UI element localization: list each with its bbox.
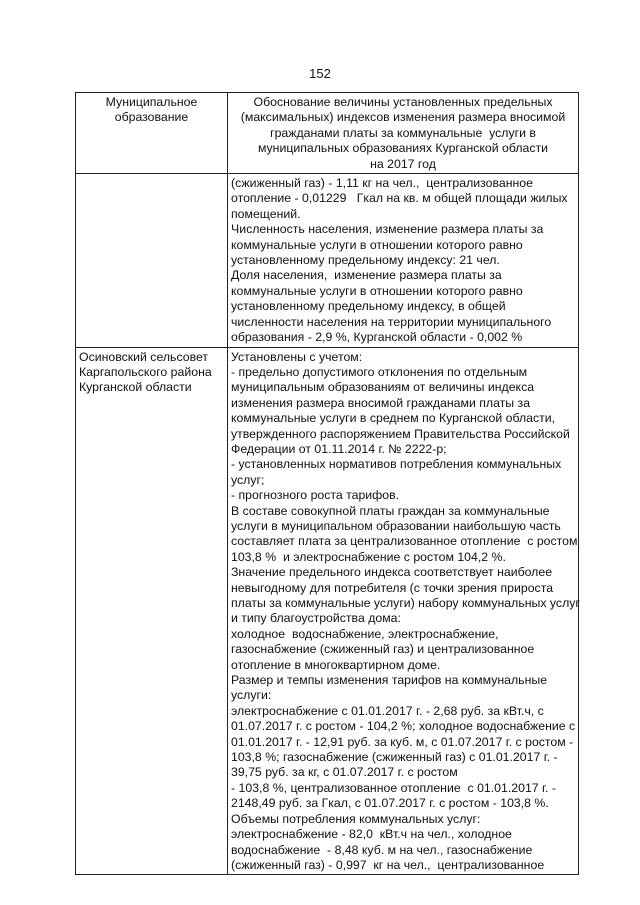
header-municipality-cell: [76, 93, 228, 174]
text-line: 01.01.2017 г. - 12,91 руб. за куб. м, с 01.07.2017 г. с ростом -: [231, 734, 574, 749]
text-line: услуги в муниципальном образовании наибольшую часть: [231, 518, 561, 533]
table-row: [76, 347, 579, 875]
text-line: 103,8 % и электроснабжение с ростом 104,2 %.: [231, 549, 506, 564]
text-line: Размер и темпы изменения тарифов на коммунальные: [231, 673, 548, 688]
text-line: 01.07.2017 г. с ростом - 104,2 %; холодное водоснабжение с: [231, 719, 576, 734]
text-line: и типу благоустройства дома:: [231, 611, 401, 626]
text-line: образования - 2,9 %, Курганской области - 0,002 %: [231, 330, 523, 345]
text-line: численности населения на территории муниципального: [231, 314, 552, 329]
text-line: электроснабжение с 01.01.2017 г. - 2,68 руб. за кВт.ч, с: [231, 703, 544, 718]
municipality-cell-empty: [76, 174, 228, 347]
text-line: платы за коммунальные услуги) набору коммунальных услуг: [231, 596, 580, 610]
text-line: - установленных нормативов потребления коммунальных: [231, 457, 562, 472]
text-line: составляет плата за централизованное отопление с ростом: [231, 534, 578, 549]
text-line: 39,75 руб. за кг, с 01.07.2017 г. с ростом: [231, 765, 458, 780]
header-col2-line: Обоснование величины установленных предельных: [253, 95, 553, 109]
text-line: В составе совокупной платы граждан за коммунальные: [231, 503, 550, 518]
text-line: Доля населения, изменение размера платы за: [231, 268, 502, 283]
text-line: холодное водоснабжение, электроснабжение,: [231, 626, 499, 641]
text-line: муниципальным образованиям от величины индекса: [231, 380, 535, 395]
text-line: установленному предельному индексу: 21 чел.: [231, 253, 500, 268]
text-line: установленному предельному индексу, в общей: [231, 299, 506, 314]
tariff-justification-table: [75, 92, 579, 875]
header-col1-line: Муниципальное: [105, 95, 198, 109]
text-line: изменения размера вносимой гражданами платы за: [231, 395, 531, 410]
header-col2-line: на 2017 год: [370, 156, 436, 171]
text-line: Численность населения, изменение размера платы за: [231, 222, 544, 237]
text-line: услуг;: [231, 472, 265, 487]
page-number: 152: [309, 66, 331, 81]
text-line: газоснабжение (сжиженный газ) и централизованное: [231, 642, 535, 657]
text-line: Значение предельного индекса соответствует наиболее: [231, 565, 553, 580]
text-line: 2148,49 руб. за Гкал, с 01.07.2017 г. с ростом - 103,8 %.: [231, 796, 549, 811]
text-line: коммунальные услуги в среднем по Курганской области,: [231, 411, 556, 426]
text-line: Объемы потребления коммунальных услуг:: [231, 811, 481, 826]
header-col2-line: (максимальных) индексов изменения размера вносимой: [240, 110, 566, 125]
header-col1-line: образование: [114, 110, 189, 125]
text-line: коммунальные услуги в отношении которого равно: [231, 283, 523, 298]
text-line: - 103,8 %, централизованное отопление с 01.01.2017 г. -: [231, 780, 556, 795]
text-line: помещений.: [231, 206, 301, 221]
text-line: отопление в многоквартирном доме.: [231, 657, 441, 672]
municipality-line: Каргапольского района: [79, 364, 212, 379]
header-col2-line: гражданами платы за коммунальные услуги в: [270, 125, 536, 140]
text-line: утвержденного распоряжением Правительства Российской: [231, 426, 570, 441]
table-header-row: [76, 93, 579, 174]
text-line: (сжиженный газ) - 1,11 кг на чел., централизованное: [231, 176, 533, 191]
text-line: (сжиженный газ) - 0,997 кг на чел., централизованное: [231, 857, 545, 872]
text-line: - прогнозного роста тарифов.: [231, 488, 400, 503]
text-line: 103,8 %; газоснабжение (сжиженный газ) с 01.01.2017 г. -: [231, 750, 558, 765]
text-line: отопление - 0,01229 Гкал на кв. м общей площади жилых: [231, 191, 568, 206]
header-justification-cell: [228, 93, 579, 174]
municipality-line: Курганской области: [79, 380, 192, 395]
table-row: [76, 174, 579, 347]
text-line: электроснабжение - 82,0 кВт.ч на чел., холодное: [231, 827, 512, 842]
municipality-line: Осиновский сельсовет: [79, 349, 209, 364]
text-line: Установлены с учетом:: [231, 349, 363, 364]
justification-cell: [228, 174, 579, 347]
text-line: водоснабжение - 8,48 куб. м на чел., газоснабжение: [231, 842, 533, 857]
text-line: коммунальные услуги в отношении которого равно: [231, 237, 523, 252]
municipality-cell: [76, 347, 228, 875]
text-line: - предельно допустимого отклонения по отдельным: [231, 364, 528, 379]
text-line: невыгодному для потребителя (с точки зрения прироста: [231, 580, 554, 595]
justification-cell: [228, 347, 579, 875]
text-line: Федерации от 01.11.2014 г. № 2222-р;: [231, 441, 447, 456]
text-line: услуги:: [231, 688, 272, 703]
header-col2-line: муниципальных образованиях Курганской области: [257, 141, 549, 156]
